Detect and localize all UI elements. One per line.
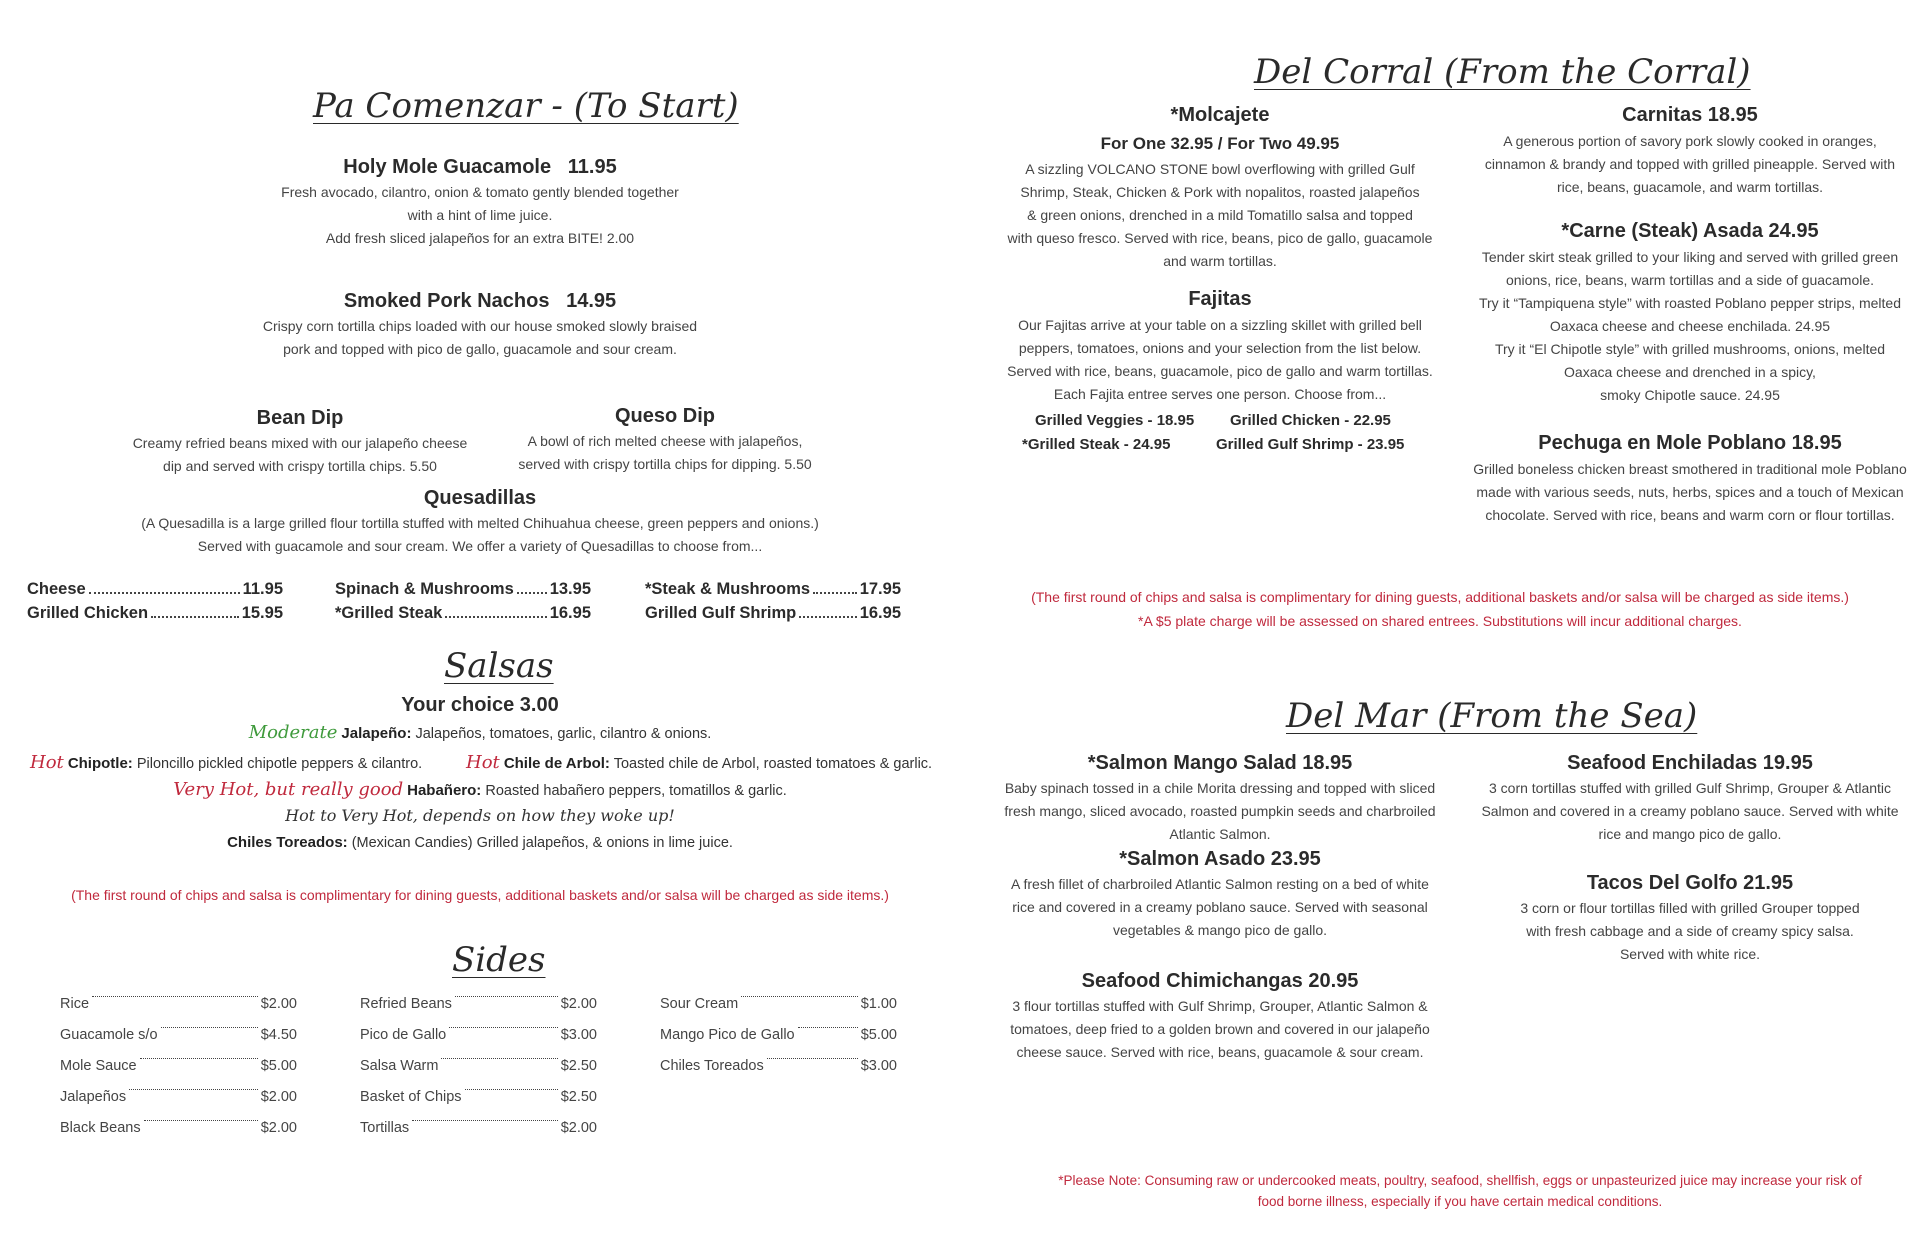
salsa-habanero: Very Hot, but really good Habañero: Roasted habañero peppers, tomatillos & garlic. bbox=[173, 779, 787, 800]
fajitas-title: Fajitas bbox=[1188, 288, 1252, 310]
fajita-option: Grilled Gulf Shrimp - 23.95 bbox=[1216, 436, 1405, 453]
fajitas-desc: Our Fajitas arrive at your table on a sizzling skillet with grilled bell peppers, tomatoes, onions and your selection from the list below. Served with rice, beans, guacamole, pico de gallo and warm tortillas. Each Fajita entree serves one person. Choose from... bbox=[1007, 317, 1433, 402]
salsa-choice: Your choice 3.00 bbox=[401, 694, 559, 716]
guacamole-title: Holy Mole Guacamole 11.95 bbox=[343, 156, 617, 178]
salsa-chiles-toreados: Chiles Toreados: (Mexican Candies) Grilled jalapeños, & onions in lime juice. bbox=[227, 834, 733, 851]
quesadilla-col-1 bbox=[27, 580, 283, 623]
section-title-del-corral: Del Corral (From the Corral) bbox=[1254, 52, 1751, 92]
section-title-del-mar: Del Mar (From the Sea) bbox=[1286, 696, 1698, 736]
section-title-sides: Sides bbox=[452, 940, 546, 980]
side-item: Jalapeños $2.00 bbox=[60, 1089, 297, 1105]
sides-col-3 bbox=[660, 996, 897, 1089]
quesadilla-item: Grilled Gulf Shrimp 16.95 bbox=[645, 604, 901, 622]
tacos-del-golfo-desc: 3 corn or flour tortillas filled with grilled Grouper topped with fresh cabbage and a side of creamy spicy salsa. Served with white rice. bbox=[1520, 900, 1860, 962]
side-item: Chiles Toreados $3.00 bbox=[660, 1058, 897, 1074]
quesadilla-col-3 bbox=[645, 580, 901, 623]
side-item: Sour Cream $1.00 bbox=[660, 996, 897, 1012]
quesadillas-title: Quesadillas bbox=[423, 487, 537, 509]
side-item: Pico de Gallo $3.00 bbox=[360, 1027, 597, 1043]
sides-col-1 bbox=[60, 996, 297, 1151]
side-item: Basket of Chips $2.50 bbox=[360, 1089, 597, 1105]
guacamole-desc: Fresh avocado, cilantro, onion & tomato gently blended together with a hint of lime juice. Add fresh sliced jalapeños for an extra BITE! 2.00 bbox=[281, 184, 679, 246]
quesadilla-item: *Grilled Steak 16.95 bbox=[335, 604, 591, 622]
queso-dip-title: Queso Dip bbox=[614, 405, 715, 427]
salmon-asado-desc: A fresh fillet of charbroiled Atlantic Salmon resting on a bed of white rice and covered in a creamy poblano sauce. Served with seasonal vegetables & mango pico de gallo. bbox=[1011, 876, 1429, 938]
side-item: Tortillas $2.00 bbox=[360, 1120, 597, 1136]
side-item: Guacamole s/o $4.50 bbox=[60, 1027, 297, 1043]
side-item: Black Beans $2.00 bbox=[60, 1120, 297, 1136]
seafood-enchiladas-desc: 3 corn tortillas stuffed with grilled Gulf Shrimp, Grouper & Atlantic Salmon and covered in a creamy poblano sauce. Served with white rice and mango pico de gallo. bbox=[1481, 780, 1899, 842]
side-item: Refried Beans $2.00 bbox=[360, 996, 597, 1012]
molcajete-price: For One 32.95 / For Two 49.95 bbox=[1100, 134, 1340, 153]
quesadilla-item: Grilled Chicken 15.95 bbox=[27, 604, 283, 622]
salmon-mango-salad-desc: Baby spinach tossed in a chile Morita dressing and topped with sliced fresh mango, sliced avocado, roasted pumpkin seeds and charbroiled Atlantic Salmon. bbox=[1004, 780, 1436, 842]
consumption-warning: *Please Note: Consuming raw or undercooked meats, poultry, seafood, shellfish, eggs or unpasteurized juice may increase your risk of food borne illness, especially if you have certain medical conditions. bbox=[1058, 1173, 1862, 1209]
salsa-chile-de-arbol: Hot Chile de Arbol: Toasted chile de Arbol, roasted tomatoes & garlic. bbox=[466, 752, 933, 773]
queso-dip-desc: A bowl of rich melted cheese with jalapeños, served with crispy tortilla chips for dipping. 5.50 bbox=[518, 433, 812, 472]
quesadilla-item: Spinach & Mushrooms 13.95 bbox=[335, 580, 591, 598]
carnitas-desc: A generous portion of savory pork slowly cooked in oranges, cinnamon & brandy and topped with grilled pineapple. Served with rice, beans, guacamole, and warm tortillas. bbox=[1484, 133, 1896, 195]
pechuga-title: Pechuga en Mole Poblano 18.95 bbox=[1538, 432, 1842, 454]
quesadillas-desc: (A Quesadilla is a large grilled flour tortilla stuffed with melted Chihuahua cheese, green peppers and onions.) Served with guacamole and sour cream. We offer a variety of Quesadillas to choose from... bbox=[141, 515, 819, 554]
bean-dip-desc: Creamy refried beans mixed with our jalapeño cheese dip and served with crispy tortilla chips. 5.50 bbox=[132, 435, 468, 474]
sides-col-2 bbox=[360, 996, 597, 1151]
molcajete-desc: A sizzling VOLCANO STONE bowl overflowing with grilled Gulf Shrimp, Steak, Chicken & Pork with nopalitos, roasted jalapeños & green onions, drenched in a mild Tomatillo salsa and topped with queso fresco. Served with rice, beans, pico de gallo, guacamole and warm tortillas. bbox=[1007, 161, 1433, 269]
fajita-option: Grilled Veggies - 18.95 bbox=[1035, 412, 1195, 429]
pechuga-desc: Grilled boneless chicken breast smothered in traditional mole Poblano made with various seeds, nuts, herbs, spices and a touch of Mexican chocolate. Served with rice, beans and warm corn or flour tortillas. bbox=[1473, 461, 1907, 523]
seafood-enchiladas-title: Seafood Enchiladas 19.95 bbox=[1567, 752, 1813, 774]
fajita-option: *Grilled Steak - 24.95 bbox=[1022, 436, 1171, 453]
side-item: Rice $2.00 bbox=[60, 996, 297, 1012]
quesadilla-col-2 bbox=[335, 580, 591, 623]
side-item: Salsa Warm $2.50 bbox=[360, 1058, 597, 1074]
salmon-mango-salad-title: *Salmon Mango Salad 18.95 bbox=[1087, 752, 1353, 774]
quesadilla-item: Cheese 11.95 bbox=[27, 580, 283, 598]
tacos-del-golfo-title: Tacos Del Golfo 21.95 bbox=[1586, 872, 1794, 894]
side-item: Mango Pico de Gallo $5.00 bbox=[660, 1027, 897, 1043]
seafood-chimichangas-desc: 3 flour tortillas stuffed with Gulf Shrimp, Grouper, Atlantic Salmon & tomatoes, deep fried to a golden brown and covered in our jalapeño cheese sauce. Served with rice, beans, guacamole & sour cream. bbox=[1010, 998, 1430, 1060]
quesadilla-item: *Steak & Mushrooms 17.95 bbox=[645, 580, 901, 598]
side-item: Mole Sauce $5.00 bbox=[60, 1058, 297, 1074]
salmon-asado-title: *Salmon Asado 23.95 bbox=[1119, 848, 1321, 870]
corral-chips-note: (The first round of chips and salsa is complimentary for dining guests, additional baskets and/or salsa will be charged as side items.) bbox=[1031, 589, 1849, 605]
nachos-title: Smoked Pork Nachos 14.95 bbox=[343, 290, 617, 312]
section-title-to-start: Pa Comenzar - (To Start) bbox=[313, 86, 739, 126]
salsa-habanero-note: Hot to Very Hot, depends on how they woke up! bbox=[285, 806, 675, 825]
chips-salsa-note: (The first round of chips and salsa is complimentary for dining guests, additional baskets and/or salsa will be charged as side items.) bbox=[71, 887, 889, 903]
bean-dip-title: Bean Dip bbox=[256, 407, 344, 429]
fajita-option: Grilled Chicken - 22.95 bbox=[1230, 412, 1391, 429]
seafood-chimichangas-title: Seafood Chimichangas 20.95 bbox=[1081, 970, 1359, 992]
carnitas-title: Carnitas 18.95 bbox=[1622, 104, 1758, 126]
carne-asada-desc: Tender skirt steak grilled to your liking and served with grilled green onions, rice, beans, warm tortillas and a side of guacamole. Try it “Tampiquena style” with roasted Poblano pepper strips, melted Oaxaca cheese and cheese enchilada. 24.95 Try it “El Chipotle style” with grilled mushrooms, onions, melted Oaxaca cheese and drenched in a spicy, smoky Chipotle sauce. 24.95 bbox=[1478, 249, 1901, 403]
shared-plate-note: *A $5 plate charge will be assessed on shared entrees. Substitutions will incur additional charges. bbox=[1138, 613, 1742, 629]
section-title-salsas: Salsas bbox=[444, 646, 554, 686]
carne-asada-title: *Carne (Steak) Asada 24.95 bbox=[1561, 220, 1819, 242]
molcajete-title: *Molcajete bbox=[1170, 104, 1270, 126]
salsa-jalapeno: Moderate Jalapeño: Jalapeños, tomatoes, garlic, cilantro & onions. bbox=[248, 722, 712, 743]
salsa-chipotle: Hot Chipotle: Piloncillo pickled chipotle peppers & cilantro. bbox=[30, 752, 423, 773]
nachos-desc: Crispy corn tortilla chips loaded with our house smoked slowly braised pork and topped with pico de gallo, guacamole and sour cream. bbox=[262, 318, 698, 357]
